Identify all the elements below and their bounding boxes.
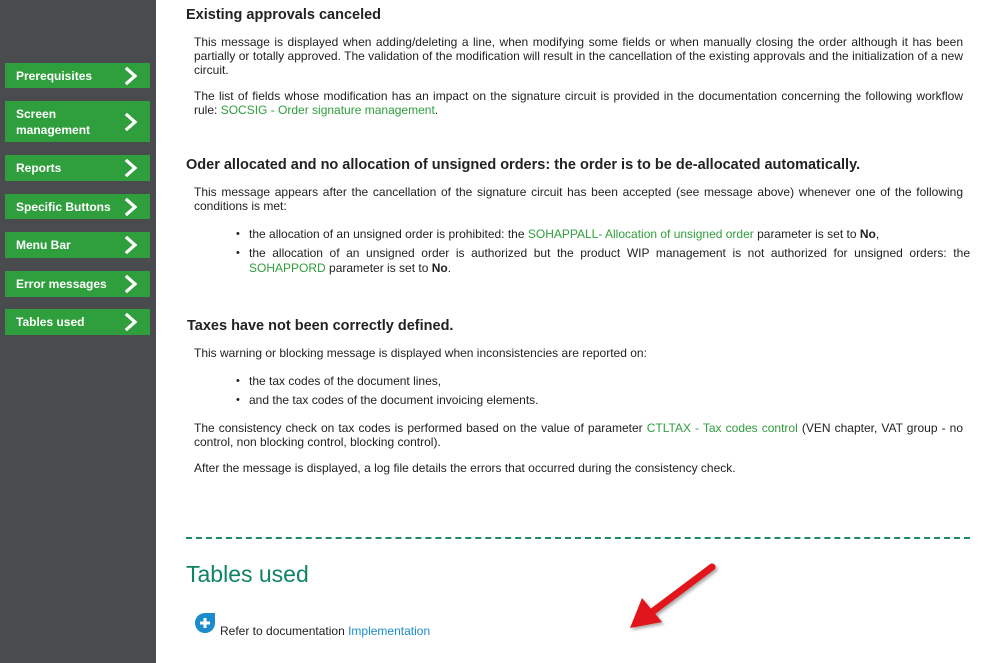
section-heading-approvals: Existing approvals canceled [186,7,382,23]
taxes-log-note: After the message is displayed, a log file details the errors that occurred during the consistency check. [194,461,736,475]
sidebar-item-menu-bar[interactable] [5,232,150,258]
sidebar-item-label: Tables used [16,315,85,329]
reference-text [220,624,430,638]
red-arrow-icon [626,560,721,635]
tables-used-title: Tables used [186,561,309,587]
reference-row [194,612,494,638]
socsig-link[interactable]: SOCSIG - Order signature management [220,103,435,117]
taxes-consistency-note [194,421,963,449]
sidebar-item-reports[interactable] [5,155,150,181]
allocated-conditions-list [236,227,970,276]
chevron-right-icon [120,194,142,219]
chevron-right-icon [120,232,142,258]
sidebar-item-label: Error messages [16,277,107,291]
punctuation: , [875,227,880,241]
section-heading-allocated: Oder allocated and no allocation of unsigned orders: the order is to be de-allocated automatically. [186,157,861,173]
list-item [236,246,970,276]
ctltax-link[interactable]: CTLTAX - Tax codes control [646,421,798,435]
sidebar-item-screen-management[interactable] [5,101,150,142]
value-no: No [431,261,448,275]
sidebar-item-specific-buttons[interactable] [5,194,150,219]
list-item: • and the tax codes of the document invoicing elements. [236,393,970,408]
chevron-right-icon [120,271,142,297]
sohappord-link[interactable]: SOHAPPORD [249,261,326,275]
sidebar-item-label: Screen management [16,106,91,137]
sidebar [0,0,156,663]
sidebar-item-error-messages[interactable] [5,271,150,297]
approvals-fields-note-text: The list of fields whose modification has an impact on the signature circuit is provided in the documentation concerning the following workflow rule: [194,89,963,117]
chevron-right-icon [120,309,142,335]
consistency-text: (VEN chapter, VAT group - no control, non blocking control, blocking control). [194,421,963,449]
condition-text: parameter is set to [753,227,860,241]
chevron-right-icon [120,101,142,142]
punctuation: . [434,103,439,117]
sohappall-link[interactable]: SOHAPPALL- Allocation of unsigned order [527,227,754,241]
condition-text: the allocation of an unsigned order is authorized but the product WIP management is not authorized for unsigned orders: the [249,246,970,260]
implementation-link[interactable]: Implementation [348,624,431,638]
sidebar-item-label: Specific Buttons [16,199,111,214]
condition-text: the allocation of an unsigned order is prohibited: the [249,227,528,241]
plus-circle-icon [194,612,216,634]
value-no: No [859,227,876,241]
section-divider [186,537,970,539]
sidebar-item-label: Menu Bar [16,238,71,252]
punctuation: . [447,261,452,275]
chevron-right-icon [120,155,142,181]
list-item [236,227,970,242]
reference-prefix: Refer to documentation [220,624,349,638]
consistency-text: The consistency check on tax codes is performed based on the value of parameter [194,421,647,435]
section-heading-taxes: Taxes have not been correctly defined. [187,318,454,334]
chevron-right-icon [120,63,142,88]
condition-text: parameter is set to [325,261,432,275]
sidebar-item-tables-used[interactable] [5,309,150,335]
sidebar-item-prerequisites[interactable] [5,63,150,88]
sidebar-item-label: Prerequisites [16,68,93,83]
sidebar-item-label: Reports [16,161,62,175]
list-item: • the tax codes of the document lines, [236,374,970,389]
taxes-list [236,374,970,408]
approvals-fields-note [194,89,963,117]
approvals-description: This message is displayed when adding/deleting a line, when modifying some fields or when manually closing the order although it has been partially or totally approved. The validation of the modification will result in the cancellation of the existing approvals and the initialization of a new circuit. [194,35,963,77]
taxes-description: This warning or blocking message is displayed when inconsistencies are reported on: [194,346,647,360]
allocated-description: This message appears after the cancellation of the signature circuit has been accepted (see message above) whenever one of the following conditions is met: [194,185,963,213]
